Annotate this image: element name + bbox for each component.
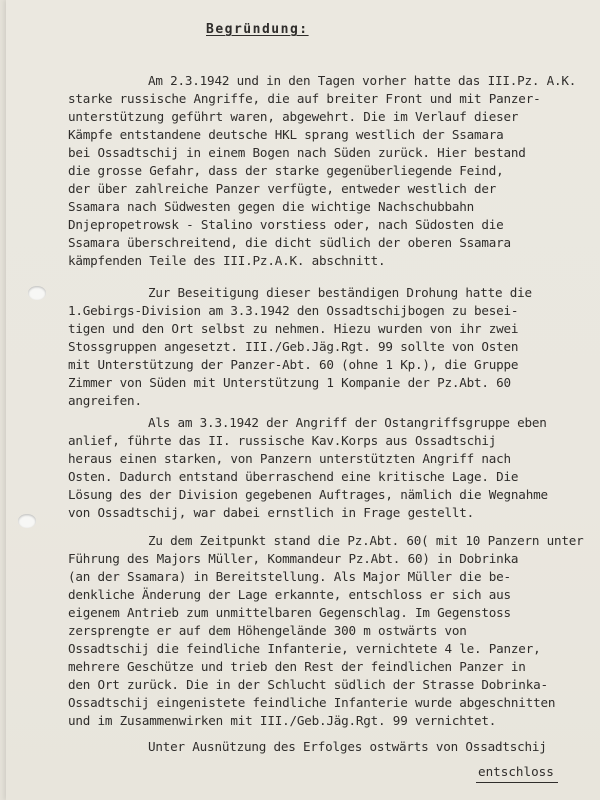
text-line: Osten. Dadurch entstand überraschend eine kritische Lage. Die xyxy=(68,469,519,484)
text-line: und im Zusammenwirken mit III./Geb.Jäg.Rgt. 99 vernichtet. xyxy=(68,713,497,728)
text-line: starke russische Angriffe, die auf breiter Front und mit Panzer- xyxy=(68,91,541,106)
text-line: zersprengte er auf dem Höhengelände 300 m ostwärts von xyxy=(68,623,467,638)
text-line: anlief, führte das II. russische Kav.Korps aus Ossadtschij xyxy=(68,433,497,448)
text-line: denkliche Änderung der Lage erkannte, entschloss er sich aus xyxy=(68,587,511,602)
text-line: Als am 3.3.1942 der Angriff der Ostangriffsgruppe eben xyxy=(148,415,547,430)
text-line: Ssamara überschreitend, die dicht südlich der oberen Ssamara xyxy=(68,235,511,250)
text-line: Am 2.3.1942 und in den Tagen vorher hatte das III.Pz. A.K. xyxy=(148,73,577,88)
text-line: mit Unterstützung der Panzer-Abt. 60 (ohne 1 Kp.), die Gruppe xyxy=(68,357,519,372)
text-line: Stossgruppen angesetzt. III./Geb.Jäg.Rgt. 99 sollte von Osten xyxy=(68,339,519,354)
document-heading: Begründung: xyxy=(206,22,309,37)
text-line: die grosse Gefahr, dass der starke gegenüberliegende Feind, xyxy=(68,163,504,178)
text-line: Dnjepropetrowsk - Stalino vorstiess oder, nach Südosten die xyxy=(68,217,504,232)
text-line: heraus einen starken, von Panzern unterstützten Angriff nach xyxy=(68,451,511,466)
text-line: eigenem Antrieb zum unmittelbaren Gegenschlag. Im Gegenstoss xyxy=(68,605,511,620)
text-line: Zu dem Zeitpunkt stand die Pz.Abt. 60( mit 10 Panzern unter xyxy=(148,533,584,548)
punch-hole-upper xyxy=(28,286,46,300)
text-line: Zimmer von Süden mit Unterstützung 1 Kompanie der Pz.Abt. 60 xyxy=(68,375,511,390)
text-line: Kämpfe entstandene deutsche HKL sprang westlich der Ssamara xyxy=(68,127,504,142)
continuation-word: entschloss xyxy=(478,764,554,779)
footer-underline xyxy=(476,782,558,783)
text-line: Führung des Majors Müller, Kommandeur Pz.Abt. 60) in Dobrinka xyxy=(68,551,519,566)
text-line: (an der Ssamara) in Bereitstellung. Als Major Müller die be- xyxy=(68,569,511,584)
document-page xyxy=(6,0,600,800)
punch-hole-lower xyxy=(18,514,36,528)
text-line: Ssamara nach Südwesten gegen die wichtige Nachschubbahn xyxy=(68,199,475,214)
text-line: tigen und den Ort selbst zu nehmen. Hiezu wurden von ihr zwei xyxy=(68,321,519,336)
text-line: 1.Gebirgs-Division am 3.3.1942 den Ossadtschijbogen zu besei- xyxy=(68,303,519,318)
document-body xyxy=(68,20,584,754)
text-line: Unter Ausnützung des Erfolges ostwärts von Ossadtschij xyxy=(148,739,547,754)
text-line: von Ossadtschij, war dabei ernstlich in Frage gestellt. xyxy=(68,505,475,520)
text-line: Zur Beseitigung dieser beständigen Drohung hatte die xyxy=(148,285,532,300)
text-line: Lösung des der Division gegebenen Auftrages, nämlich die Wegnahme xyxy=(68,487,548,502)
text-line: der über zahlreiche Panzer verfügte, entweder westlich der xyxy=(68,181,497,196)
text-line: Ossadtschij die feindliche Infanterie, vernichtete 4 le. Panzer, xyxy=(68,641,541,656)
text-line: bei Ossadtschij in einem Bogen nach Süden zurück. Hier bestand xyxy=(68,145,526,160)
text-line: Ossadtschij eingenistete feindliche Infanterie wurde abgeschnitten xyxy=(68,695,556,710)
text-line: angreifen. xyxy=(68,393,142,408)
text-line: mehrere Geschütze und trieb den Rest der feindlichen Panzer in xyxy=(68,659,526,674)
text-line: kämpfenden Teile des III.Pz.A.K. abschnitt. xyxy=(68,253,386,268)
text-line: unterstützung geführt waren, abgewehrt. Die im Verlauf dieser xyxy=(68,109,519,124)
text-line: den Ort zurück. Die in der Schlucht südlich der Strasse Dobrinka- xyxy=(68,677,548,692)
